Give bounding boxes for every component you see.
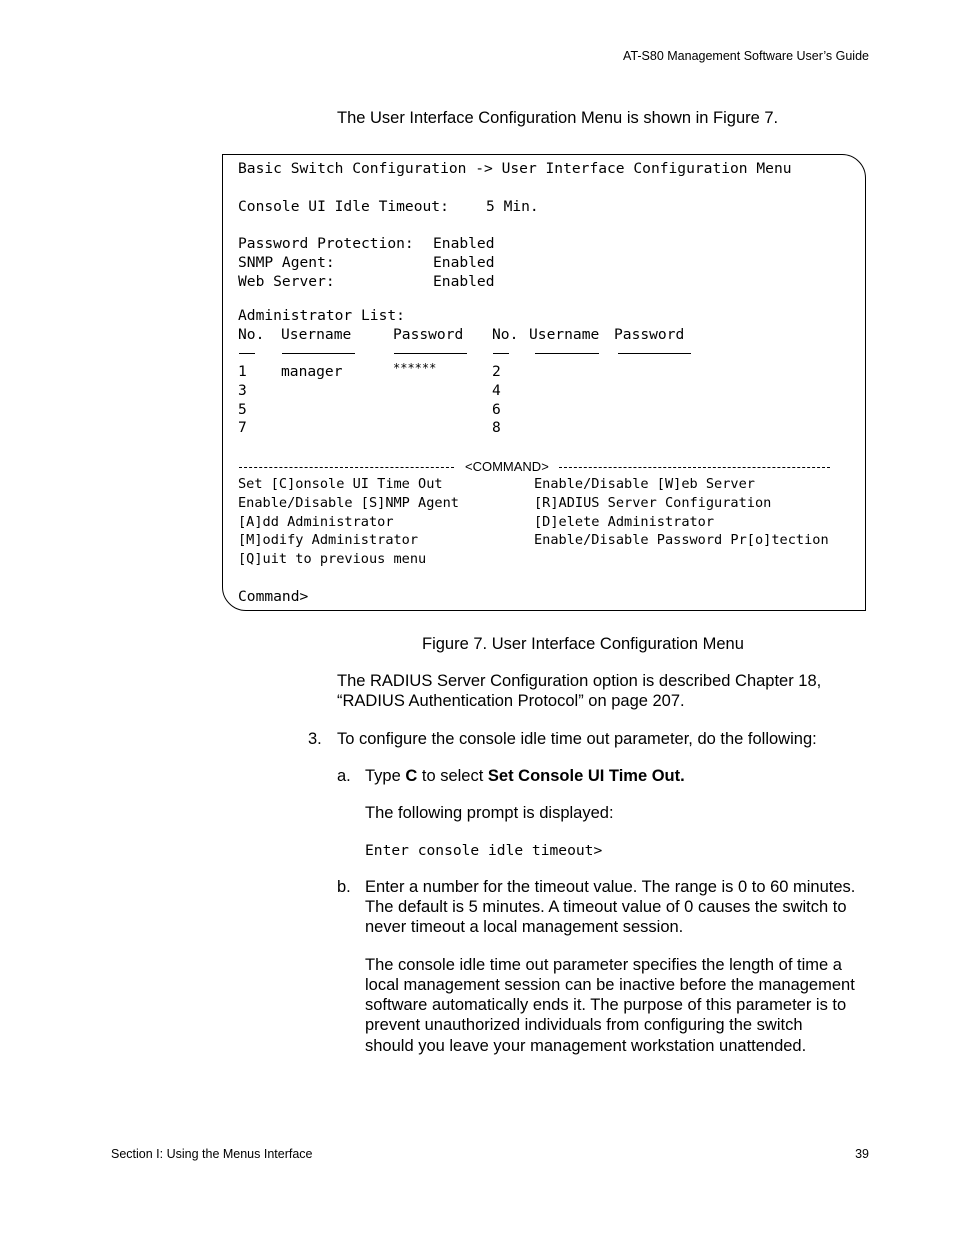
substep-letter: b. (337, 878, 351, 896)
underline (493, 353, 509, 354)
text-span: to select (417, 767, 488, 785)
page-number: 39 (855, 1147, 869, 1161)
description-line: should you leave your management workstation unattended. (365, 1037, 807, 1055)
table-cell-no: 5 (238, 401, 247, 418)
command-item: Enable/Disable [S]NMP Agent (238, 495, 459, 511)
intro-text: The User Interface Configuration Menu is shown in Figure 7. (337, 109, 779, 127)
step-text: To configure the console idle time out parameter, do the following: (337, 730, 817, 748)
substep-letter: a. (337, 767, 351, 785)
substep-a-text (365, 766, 685, 786)
command-separator-right (559, 467, 830, 468)
col-header-no: No. (238, 326, 265, 343)
description-line: software automatically ends it. The purpose of this parameter is to (365, 996, 847, 1014)
substep-b-line: The default is 5 minutes. A timeout value of 0 causes the switch to (365, 898, 847, 916)
command-separator-label: <COMMAND> (465, 459, 549, 474)
table-cell-no-2: 2 (492, 363, 501, 380)
prompt-description: The following prompt is displayed: (365, 804, 614, 822)
table-cell-password: ****** (393, 361, 437, 375)
table-cell-no-2: 6 (492, 401, 501, 418)
setting-label: Web Server: (238, 273, 335, 290)
figure-caption: Figure 7. User Interface Configuration Menu (422, 635, 744, 653)
table-cell-no: 1 (238, 363, 247, 380)
command-item: [M]odify Administrator (238, 532, 419, 548)
description-line: prevent unauthorized individuals from configuring the switch (365, 1016, 803, 1034)
command-item: Enable/Disable [W]eb Server (534, 476, 755, 492)
substep-b-line: never timeout a local management session. (365, 918, 684, 936)
setting-value: Enabled (433, 235, 495, 252)
command-item: [Q]uit to previous menu (238, 551, 427, 567)
radius-para-line: The RADIUS Server Configuration option is described Chapter 18, (337, 672, 822, 690)
setting-label: Password Protection: (238, 235, 414, 252)
table-cell-no-2: 8 (492, 419, 501, 436)
command-item: [A]dd Administrator (238, 514, 394, 530)
menu-option-name: Set Console UI Time Out. (487, 767, 685, 785)
key-name: C (405, 767, 418, 785)
underline (618, 353, 691, 354)
command-item: Set [C]onsole UI Time Out (238, 476, 443, 492)
command-item: [D]elete Administrator (534, 514, 715, 530)
timeout-value: 5 Min. (486, 198, 539, 215)
radius-para-line: “RADIUS Authentication Protocol” on page 207. (337, 692, 685, 710)
description-line: The console idle time out parameter specifies the length of time a (365, 956, 842, 974)
setting-value: Enabled (433, 273, 495, 290)
underline (282, 353, 355, 354)
underline (535, 353, 599, 354)
table-cell-no-2: 4 (492, 382, 501, 399)
col-header-username-2: Username (529, 326, 600, 343)
text-span: Type (365, 767, 406, 785)
underline (394, 353, 467, 354)
underline (239, 353, 255, 354)
col-header-password: Password (393, 326, 464, 343)
admin-list-label: Administrator List: (238, 307, 405, 324)
command-separator-left (239, 467, 454, 468)
step-number: 3. (308, 730, 322, 748)
table-cell-username: manager (281, 363, 343, 380)
description-line: local management session can be inactive before the management (365, 976, 855, 994)
setting-value: Enabled (433, 254, 495, 271)
command-prompt: Command> (238, 588, 309, 605)
code-prompt: Enter console idle timeout> (365, 842, 603, 859)
table-cell-no: 7 (238, 419, 247, 436)
setting-label: SNMP Agent: (238, 254, 335, 271)
command-item: [R]ADIUS Server Configuration (534, 495, 772, 511)
table-cell-no: 3 (238, 382, 247, 399)
col-header-password-2: Password (614, 326, 685, 343)
command-item: Enable/Disable Password Pr[o]tection (534, 532, 829, 548)
footer-section: Section I: Using the Menus Interface (111, 1147, 313, 1161)
timeout-label: Console UI Idle Timeout: (238, 198, 449, 215)
col-header-no-2: No. (492, 326, 519, 343)
running-header: AT-S80 Management Software User’s Guide (623, 49, 869, 63)
substep-b-line: Enter a number for the timeout value. The range is 0 to 60 minutes. (365, 878, 856, 896)
col-header-username: Username (281, 326, 352, 343)
screen-title: Basic Switch Configuration -> User Interface Configuration Menu (238, 160, 792, 177)
